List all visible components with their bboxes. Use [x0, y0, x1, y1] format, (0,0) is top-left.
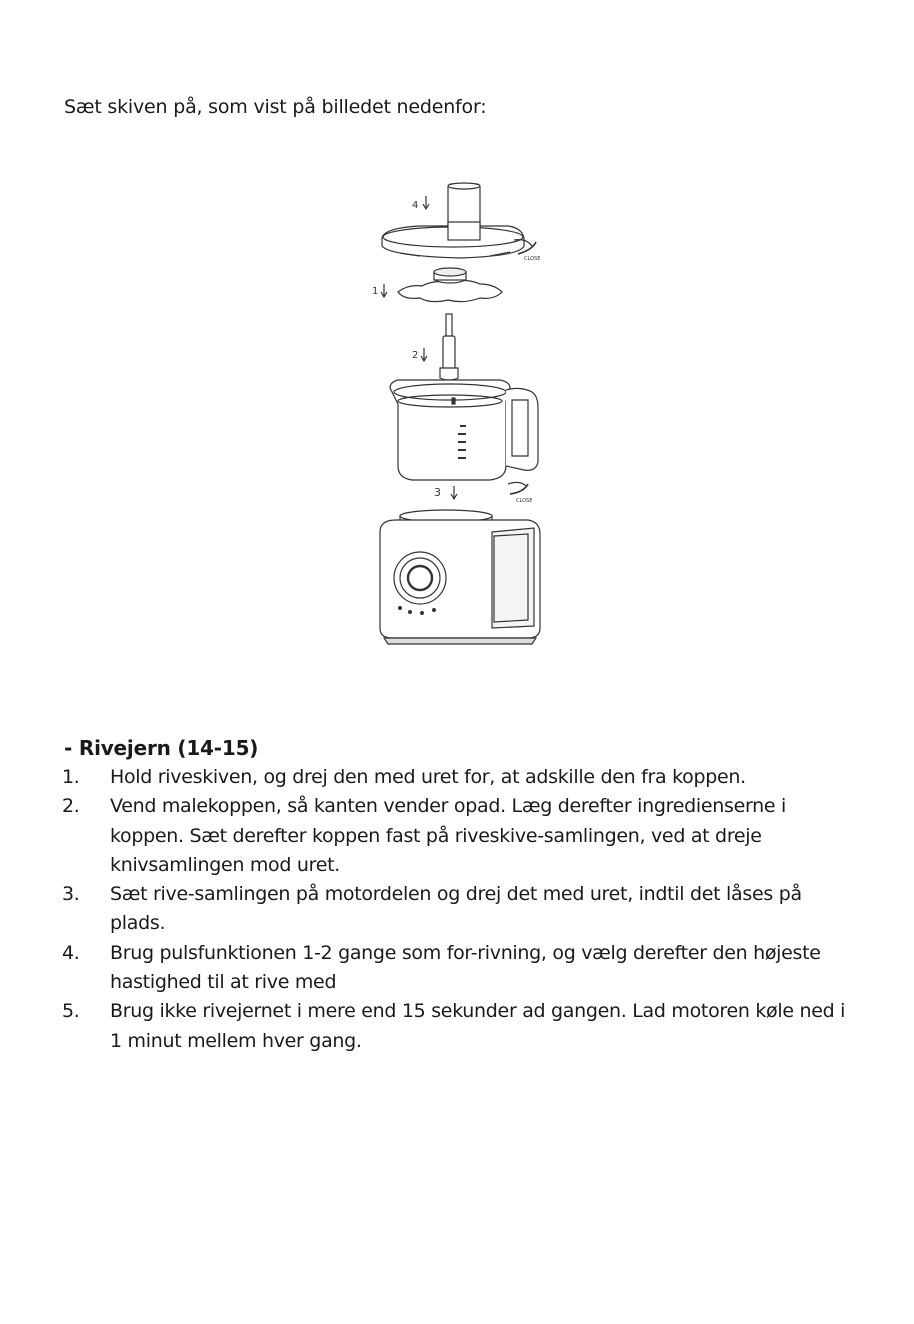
close-label-base: CLOSE: [516, 498, 533, 504]
step-3-indicator: [434, 482, 532, 504]
motor-base: [380, 510, 540, 644]
step-number: 1.: [62, 766, 80, 788]
step-number: 2.: [62, 795, 80, 818]
step-number: 4.: [62, 941, 80, 964]
instruction-step: [62, 997, 862, 1056]
drive-shaft: [412, 314, 458, 380]
section-heading: - Rivejern (14-15): [64, 736, 259, 760]
work-bowl: [390, 380, 538, 480]
step-label-4: 4: [412, 200, 419, 211]
close-label-lid: CLOSE: [524, 256, 541, 262]
step-text: Hold riveskiven, og drej den med uret for, at adskille den fra koppen.: [110, 766, 746, 788]
step-label-1: 1: [372, 286, 379, 297]
step-number: 5.: [62, 1000, 80, 1023]
food-processor-assembly-illustration: [360, 180, 550, 650]
step-label-2: 2: [412, 350, 419, 361]
step-label-3: 3: [434, 486, 441, 499]
step-text: Vend malekoppen, så kanten vender opad. Læg derefter ingredienserne i koppen. Sæt derefter koppen fast på riveskive-samlingen, ved at dreje knivsamlingen mod uret.: [110, 795, 787, 876]
instruction-step: [62, 792, 862, 880]
grating-disc: [372, 268, 502, 302]
instruction-step: [62, 763, 862, 792]
instruction-step: [62, 939, 862, 998]
step-text: Brug pulsfunktionen 1-2 gange som for-rivning, og vælg derefter den højeste hastighed til at rive med: [110, 941, 821, 994]
step-text: Brug ikke rivejernet i mere end 15 sekunder ad gangen. Lad motoren køle ned i 1 minut mellem hver gang.: [110, 1000, 846, 1052]
step-text: Sæt rive-samlingen på motordelen og drej det med uret, indtil det låses på plads.: [110, 883, 802, 935]
intro-text: Sæt skiven på, som vist på billedet nedenfor:: [64, 96, 487, 118]
step-number: 3.: [62, 883, 80, 906]
instruction-step: [62, 880, 862, 939]
instruction-steps-list: [62, 763, 862, 1056]
lid-with-feed-tube: [382, 183, 540, 262]
